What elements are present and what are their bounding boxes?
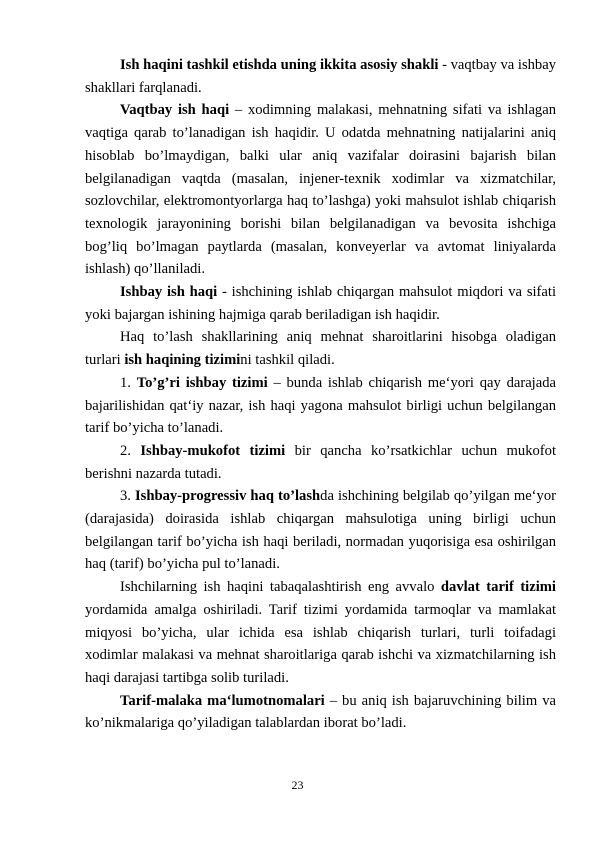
list-number: 3. xyxy=(120,488,135,505)
paragraph-ishbay xyxy=(85,281,556,326)
bold-term: Ishbay ish haqi xyxy=(120,284,218,301)
bold-term: davlat tarif tizimi xyxy=(440,579,556,596)
paragraph-text: – bu aniq ish bajaruvchining bilim va ko’nikmalariga qo’yiladigan talablardan iborat bo’ladi. xyxy=(85,692,556,732)
paragraph-text: Haq to’lash shakllarining aniq mehnat sharoitlarini hisobga oladigan turlari xyxy=(85,329,556,369)
paragraph-text: Ishchilarning ish haqini tabaqalashtirish eng avvalo xyxy=(120,579,441,596)
paragraph-text: - vaqtbay va ishbay shakllari farqlanadi. xyxy=(85,57,556,96)
bold-term: ish haqining tizimi xyxy=(124,352,241,369)
bold-term: Ishbay-mukofot tizimi xyxy=(140,442,286,459)
paragraph-text: yordamida amalga oshiriladi. Tarif tizimi yordamida tarmoqlar va mamlakat miqyosi bo’yicha, ular ichida esa ishlab chiqarish turlari, turli toifadagi xodimlar malakasi va mehnat sharoitlariga qarab ishchi va xizmatchilarning ish haqi darajasi tartibga solib turiladi. xyxy=(85,601,556,686)
list-number: 1. xyxy=(120,374,137,391)
paragraph-vaqtbay xyxy=(85,99,556,281)
paragraph-text: bir qancha ko’rsatkichlar uchun mukofot berishni nazarda tutadi. xyxy=(85,442,557,482)
list-item-2 xyxy=(85,440,556,485)
paragraph-tizimi xyxy=(85,326,556,371)
list-item-1 xyxy=(85,372,556,440)
bold-term: Ishbay-progressiv haq to’lash xyxy=(135,488,321,505)
paragraph-text: – xodimning malakasi, mehnatning sifati va ishlagan vaqtiga qarab to’lanadigan ish haqidir. U odatda mehnatning natijalarini aniq hisoblab bo’lmaydigan, balki ular aniq vazifalar doirasini bajarish bilan belgilanadigan vaqtda (masalan, injener-texnik xodimlar va xizmatchilar, sozlovchilar, elektromontyorlarga haq to’lashga) yoki mahsulot ishlab chiqarish texnologik jarayonining borishi bilan belgilanadigan va bevosita ishchiga bog’liq bo’lmagan paytlarda (masalan, konveyerlar va avtomat liniyalarda ishlash) qo’llaniladi. xyxy=(85,102,556,278)
bold-term: Tarif-malaka ma‘lumotnomalari xyxy=(120,692,325,709)
list-number: 2. xyxy=(120,442,141,459)
paragraph-intro xyxy=(85,54,556,99)
bold-term: Ish haqini tashkil etishda uning ikkita asosiy shakli xyxy=(120,57,439,73)
list-item-3 xyxy=(85,485,556,576)
paragraph-tarif-tizimi xyxy=(85,576,556,690)
bold-term: Vaqtbay ish haqi xyxy=(120,102,230,119)
paragraph-text: - ishchining ishlab chiqargan mahsulot miqdori va sifati yoki bajargan ishining hajmiga qarab beriladigan ish haqidir. xyxy=(85,284,556,323)
page-number: 23 xyxy=(291,778,304,792)
paragraph-text: da ishchining belgilab qo’yilgan me‘yor (darajasida) doirasida ishlab chiqargan mahsulotiga uning birligi uchun belgilangan tarif bo’yicha ish haqi beriladi, normadan yuqorisiga esa oshirilgan haq (tarif) bo’yicha pul to’lanadi. xyxy=(85,488,556,573)
paragraph-text: – bunda ishlab chiqarish me‘yori qay darajada bajarilishidan qat‘iy nazar, ish haqi yagona mahsulot birligi uchun belgilangan tarif bo’yicha to’lanadi. xyxy=(85,374,556,437)
document-body xyxy=(85,54,556,735)
paragraph-malaka xyxy=(85,690,556,735)
paragraph-text: ni tashkil qiladi. xyxy=(240,352,335,369)
bold-term: To’g’ri ishbay tizimi xyxy=(136,374,268,391)
